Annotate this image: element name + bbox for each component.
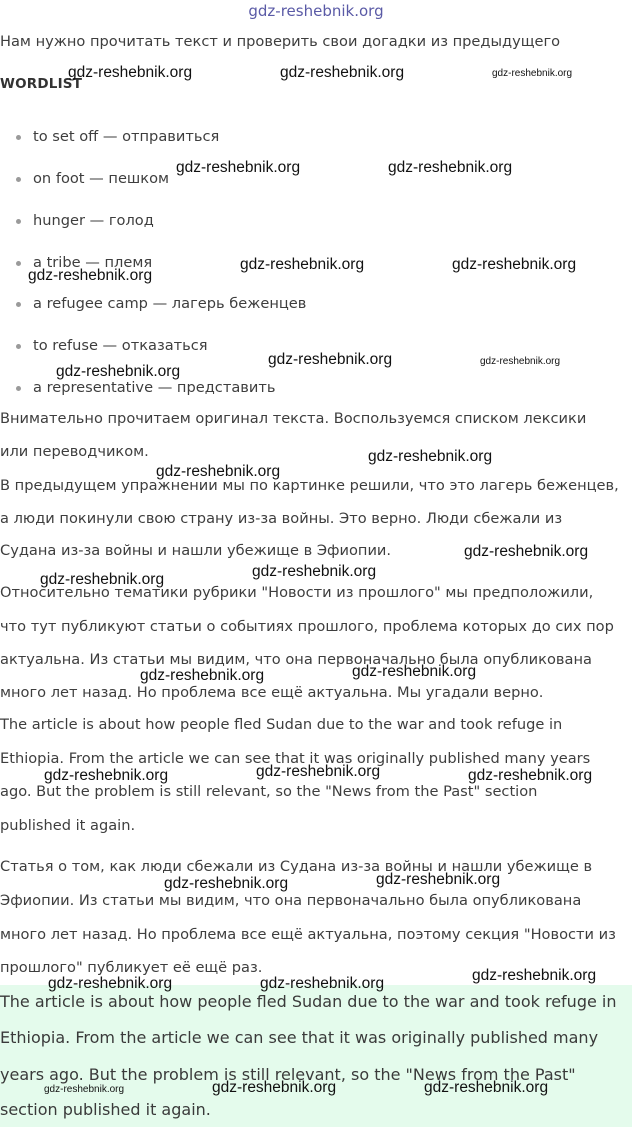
list-item-text: to set off — отправиться — [33, 128, 220, 145]
text-line: Внимательно прочитаем оригинал текста. Воспользуемся списком лексики — [0, 410, 587, 427]
watermark: gdz-reshebnik.org — [472, 967, 597, 984]
watermark: gdz-reshebnik.org — [68, 64, 193, 81]
text-line: много лет назад. Но проблема все ещё актуальна, поэтому секция "Новости из — [0, 926, 616, 943]
list-item-text: a tribe — племя — [33, 254, 153, 271]
text-line: Ethiopia. From the article we can see that it was originally published many years — [0, 750, 591, 767]
bullet-icon — [16, 135, 21, 140]
watermark: gdz-reshebnik.org — [48, 975, 173, 992]
watermark: gdz-reshebnik.org — [44, 1084, 125, 1095]
watermark: gdz-reshebnik.org — [376, 871, 501, 888]
watermark: gdz-reshebnik.org — [352, 663, 477, 680]
text-line: В предыдущем упражнении мы по картинке решили, что это лагерь беженцев, — [0, 477, 619, 494]
watermark: gdz-reshebnik.org — [156, 463, 281, 480]
list-item-text: to refuse — отказаться — [33, 337, 208, 354]
intro-text: Нам нужно прочитать текст и проверить свои догадки из предыдущего — [0, 33, 561, 50]
answer-line: Ethiopia. From the article we can see that it was originally published many — [0, 1028, 599, 1047]
bullet-icon — [16, 261, 21, 266]
watermark: gdz-reshebnik.org — [368, 448, 493, 465]
watermark: gdz-reshebnik.org — [212, 1079, 337, 1096]
watermark: gdz-reshebnik.org — [240, 256, 365, 273]
answer-line: years ago. But the problem is still relevant, so the "News from the Past" — [0, 1065, 576, 1084]
text-line: актуальна. Из статьи мы видим, что она первоначально была опубликована — [0, 651, 592, 668]
watermark: gdz-reshebnik.org — [176, 159, 301, 176]
list-item-text: a representative — представить — [33, 379, 276, 396]
bullet-icon — [16, 219, 21, 224]
text-line: а люди покинули свою страну из-за войны. Это верно. Люди сбежали из — [0, 510, 563, 527]
text-line: The article is about how people fled Sudan due to the war and took refuge in — [0, 716, 563, 733]
text-line: Статья о том, как люди сбежали из Судана из-за войны и нашли убежище в — [0, 858, 593, 875]
watermark: gdz-reshebnik.org — [40, 571, 165, 588]
watermark: gdz-reshebnik.org — [492, 68, 573, 79]
watermark: gdz-reshebnik.org — [424, 1079, 549, 1096]
bullet-icon — [16, 386, 21, 391]
watermark: gdz-reshebnik.org — [280, 64, 405, 81]
text-line: ago. But the problem is still relevant, so the "News from the Past" section — [0, 783, 538, 800]
watermark: gdz-reshebnik.org — [44, 767, 169, 784]
bullet-icon — [16, 177, 21, 182]
bullet-icon — [16, 302, 21, 307]
watermark: gdz-reshebnik.org — [260, 975, 385, 992]
watermark: gdz-reshebnik.org — [480, 356, 561, 367]
answer-box — [0, 985, 632, 1127]
text-line: Эфиопии. Из статьи мы видим, что она первоначально была опубликована — [0, 892, 582, 909]
watermark: gdz-reshebnik.org — [388, 159, 513, 176]
watermark: gdz-reshebnik.org — [252, 563, 377, 580]
watermark: gdz-reshebnik.org — [164, 875, 289, 892]
watermark: gdz-reshebnik.org — [56, 363, 181, 380]
text-line: что тут публикуют статьи о событиях прошлого, проблема которых до сих пор — [0, 618, 614, 635]
list-item-text: hunger — голод — [33, 212, 154, 229]
watermark: gdz-reshebnik.org — [28, 267, 153, 284]
list-item-text: a refugee camp — лагерь беженцев — [33, 295, 307, 312]
text-line: прошлого" публикует её ещё раз. — [0, 959, 263, 976]
site-header-link[interactable]: gdz-reshebnik.org — [248, 2, 384, 20]
bullet-icon — [16, 344, 21, 349]
text-line: или переводчиком. — [0, 443, 149, 460]
watermark: gdz-reshebnik.org — [468, 767, 593, 784]
answer-line: The article is about how people fled Sudan due to the war and took refuge in — [0, 992, 617, 1011]
text-line: Относительно тематики рубрики "Новости из прошлого" мы предположили, — [0, 584, 594, 601]
watermark: gdz-reshebnik.org — [256, 763, 381, 780]
wordlist-heading: WORDLIST — [0, 76, 83, 92]
answer-line: section published it again. — [0, 1100, 211, 1119]
watermark: gdz-reshebnik.org — [140, 667, 265, 684]
list-item-text: on foot — пешком — [33, 170, 170, 187]
watermark: gdz-reshebnik.org — [268, 351, 393, 368]
text-line: published it again. — [0, 817, 136, 834]
text-line: Судана из-за войны и нашли убежище в Эфиопии. — [0, 542, 392, 559]
text-line: много лет назад. Но проблема все ещё актуальна. Мы угадали верно. — [0, 684, 544, 701]
watermark: gdz-reshebnik.org — [452, 256, 577, 273]
watermark: gdz-reshebnik.org — [464, 543, 589, 560]
